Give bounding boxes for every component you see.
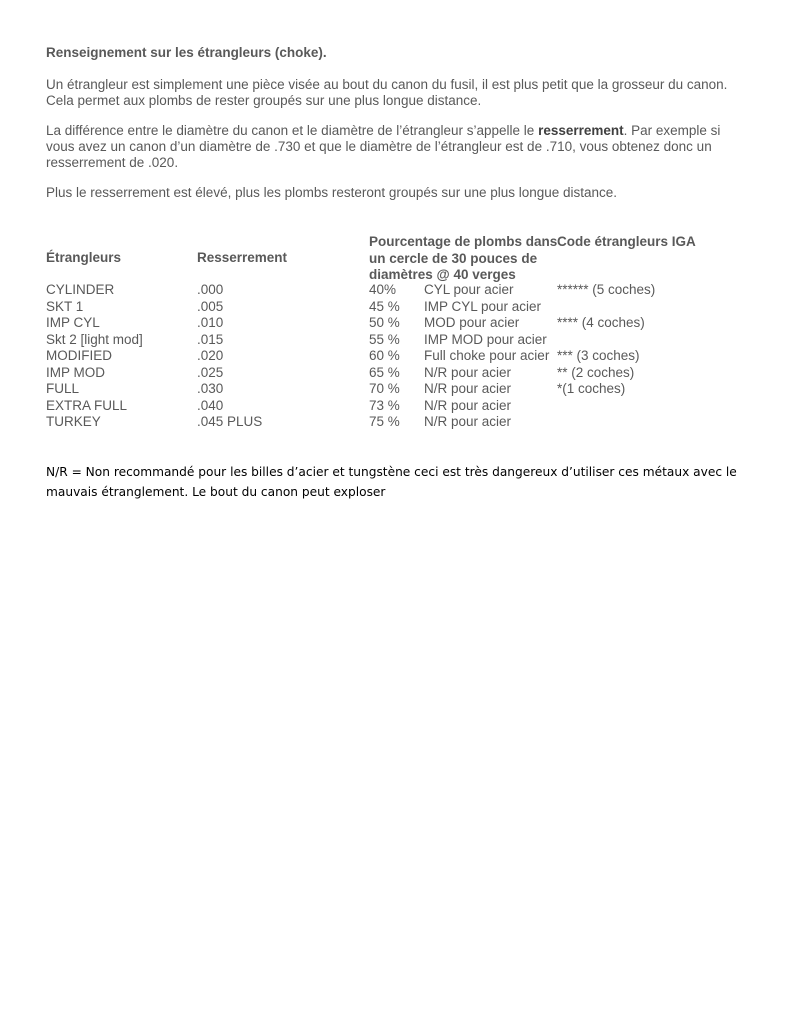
- cell-percent: 50 %: [369, 315, 400, 330]
- cell-choke: TURKEY: [46, 414, 101, 429]
- choke-table: [46, 234, 746, 431]
- cell-iga-code: *(1 coches): [557, 381, 626, 396]
- cell-constriction: .040: [197, 397, 224, 413]
- cell-steel: N/R pour acier: [424, 397, 512, 413]
- term-resserrement: resserrement: [538, 123, 624, 138]
- header-choke: Étrangleurs: [46, 250, 122, 265]
- cell-percent: 60 %: [369, 348, 400, 363]
- cell-steel: Full choke pour acier: [424, 348, 550, 363]
- paragraph-constriction: [46, 123, 746, 171]
- cell-constriction: .015: [197, 331, 224, 347]
- table-row: [46, 381, 746, 398]
- document-title: Renseignement sur les étrangleurs (choke).: [46, 45, 327, 60]
- table-row: [46, 365, 746, 382]
- cell-choke: MODIFIED: [46, 348, 112, 363]
- cell-constriction: .030: [197, 381, 224, 396]
- table-row: [46, 414, 746, 431]
- table-row: [46, 282, 746, 299]
- cell-constriction: .010: [197, 315, 224, 330]
- table-row: [46, 398, 746, 415]
- cell-steel: MOD pour acier: [424, 315, 520, 330]
- cell-constriction: .025: [197, 364, 224, 380]
- cell-percent: 73 %: [369, 397, 400, 413]
- cell-percent: 75 %: [369, 414, 400, 429]
- cell-percent: 65 %: [369, 364, 400, 380]
- cell-choke: SKT 1: [46, 298, 84, 314]
- header-percentage: Pourcentage de plombs dans un cercle de 30 pouces de diamètres @ 40 verges: [369, 234, 558, 282]
- cell-steel: N/R pour acier: [424, 414, 512, 429]
- table-row: [46, 299, 746, 316]
- cell-choke: Skt 2 [light mod]: [46, 331, 143, 347]
- cell-iga-code: ** (2 coches): [557, 364, 635, 380]
- cell-steel: IMP CYL pour acier: [424, 298, 542, 314]
- cell-iga-code: *** (3 coches): [557, 348, 640, 363]
- cell-choke: EXTRA FULL: [46, 397, 128, 413]
- cell-steel: N/R pour acier: [424, 364, 512, 380]
- cell-percent: 45 %: [369, 298, 400, 314]
- cell-steel: CYL pour acier: [424, 282, 514, 297]
- cell-choke: IMP MOD: [46, 364, 106, 380]
- cell-iga-code: ****** (5 coches): [557, 282, 656, 297]
- paragraph-constriction-text: La différence entre le diamètre du canon et le diamètre de l’étrangleur s’appelle le: [46, 123, 539, 138]
- cell-constriction: .045 PLUS: [197, 414, 263, 429]
- table-body: [46, 282, 746, 431]
- table-row: [46, 332, 746, 349]
- cell-choke: FULL: [46, 381, 80, 396]
- header-iga-code: Code étrangleurs IGA: [557, 234, 696, 249]
- cell-steel: N/R pour acier: [424, 381, 512, 396]
- paragraph-definition: Un étrangleur est simplement une pièce visée au bout du canon du fusil, il est plus petit que la grosseur du canon. Cela permet aux plombs de rester groupés sur une plus longue distance.: [46, 77, 728, 108]
- warning-note: N/R = Non recommandé pour les billes d’acier et tungstène ceci est très dangereux d’utiliser ces métaux avec le mauvais étranglement. Le bout du canon peut exploser: [46, 465, 737, 499]
- table-header: [46, 234, 746, 282]
- paragraph-constriction-text-end: . Par exemple si vous avez un canon d’un diamètre de .730 et que le diamètre de l’étrangleur est de .710, vous obtenez donc un resserrement de .020.: [46, 123, 721, 170]
- cell-percent: 40%: [369, 282, 397, 297]
- cell-choke: CYLINDER: [46, 282, 115, 297]
- cell-choke: IMP CYL: [46, 315, 100, 330]
- cell-constriction: .020: [197, 348, 224, 363]
- cell-constriction: .000: [197, 282, 224, 297]
- document-page: [46, 44, 746, 499]
- table-row: [46, 315, 746, 332]
- cell-constriction: .005: [197, 298, 224, 314]
- table-row: [46, 348, 746, 365]
- paragraph-grouping: Plus le resserrement est élevé, plus les plombs resteront groupés sur une plus longue distance.: [46, 185, 618, 200]
- cell-iga-code: **** (4 coches): [557, 315, 645, 330]
- cell-steel: IMP MOD pour acier: [424, 331, 547, 347]
- cell-percent: 70 %: [369, 381, 400, 396]
- header-constriction: Resserrement: [197, 250, 288, 265]
- cell-percent: 55 %: [369, 331, 400, 347]
